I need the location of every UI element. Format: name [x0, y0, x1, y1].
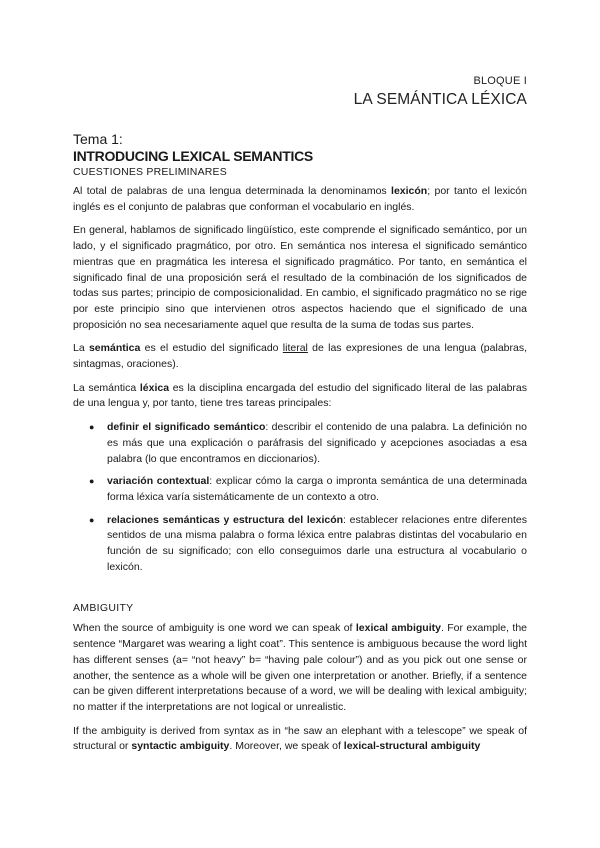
paragraph-lexical-semantics: La semántica léxica es la disciplina encargada del estudio del significado literal de las palabras de una lengua y, por tanto, tiene tres tareas principales: — [73, 381, 527, 410]
term-semantica: semántica — [88, 342, 141, 355]
paragraph-meaning: En general, hablamos de significado lingüístico, este comprende el significado semántico, por un lado, y el significado pragmático, por otro. En semántica nos interesa el significado semántico mientras que en pragmática les interesa el significado pragmático. Por tanto, en semántica el significado final de una proposición será el resultado de la combinación de los significados de todas sus partes; principio de composicionalidad. En cambio, el significado pragmático no se rige por este principio sino que intervienen otros aspectos haciendo que el significado de una proposición no sea necesariamente aquel que resulta de la suma de todas sus partes. — [73, 224, 527, 331]
list-item: ● variación contextual: explicar cómo la carga o impronta semántica de una determinada forma léxica varía sistemáticamente de un contexto a otro. — [89, 475, 527, 503]
block-label: BLOQUE I — [473, 75, 527, 87]
bullet-icon: ● — [89, 514, 95, 525]
term-lexical-structural-ambiguity: lexical-structural ambiguity — [343, 740, 481, 753]
term-lexica: léxica — [139, 381, 170, 394]
topic-label: Tema 1: — [73, 131, 123, 147]
term-syntactic-ambiguity: syntactic ambiguity — [131, 740, 230, 753]
list-item: ● definir el significado semántico: describir el contenido de una palabra. La definición no es más que una explicación o paráfrasis del significado y acepciones asociadas a esa palabra (lo que encontramos en diccionarios). — [89, 421, 527, 465]
term-lexical-ambiguity: lexical ambiguity — [355, 622, 441, 635]
paragraph-lexical-ambiguity: When the source of ambiguity is one word we can speak of lexical ambiguity. For example, the sentence “Margaret was wearing a light coat”. This sentence is ambiguous because the word light has different senses (a= “not heavy” b= “having pale colour”) and as you pick out one sense or another, the sentence as a whole will be given one interpretation or another. Briefly, if a sentence can be given different interpretations because of a word, we will be dealing with lexical ambiguity; no matter if the interpretations are not logical or unrealistic. — [73, 622, 527, 713]
tasks-list — [73, 420, 527, 575]
paragraph-lexicon: Al total de palabras de una lengua determinada la denominamos lexicón; por tanto el lexicón inglés es el conjunto de palabras que conforman el vocabulario en inglés. — [73, 185, 527, 213]
bullet-icon: ● — [89, 422, 95, 433]
paragraph-syntactic-ambiguity: If the ambiguity is derived from syntax as in “he saw an elephant with a telescope” we speak of structural or syntactic ambiguity. Moreover, we speak of lexical-structural ambiguity — [73, 724, 527, 753]
ambiguity-heading: AMBIGUITY — [73, 602, 134, 615]
bullet-icon: ● — [89, 476, 95, 487]
list-item: ● relaciones semánticas y estructura del lexicón: establecer relaciones entre diferentes sentidos de una misma palabra o forma léxica entre palabras distintas del vocabulario en función de su significado; con ello conseguimos darle una estructura al vocabulario o lexicón. — [89, 513, 527, 573]
paragraph-semantics: La semántica es el estudio del significado literal de las expresiones de una lengua (palabras, sintagmas, oraciones). — [73, 342, 528, 371]
page-content — [73, 131, 527, 763]
topic-subtitle: CUESTIONES PRELIMINARES — [73, 166, 227, 178]
block-title: LA SEMÁNTICA LÉXICA — [353, 91, 527, 108]
topic-title: INTRODUCING LEXICAL SEMANTICS — [73, 148, 313, 164]
term-literal: literal — [282, 342, 308, 355]
term-lexicon: lexicón — [391, 185, 428, 197]
